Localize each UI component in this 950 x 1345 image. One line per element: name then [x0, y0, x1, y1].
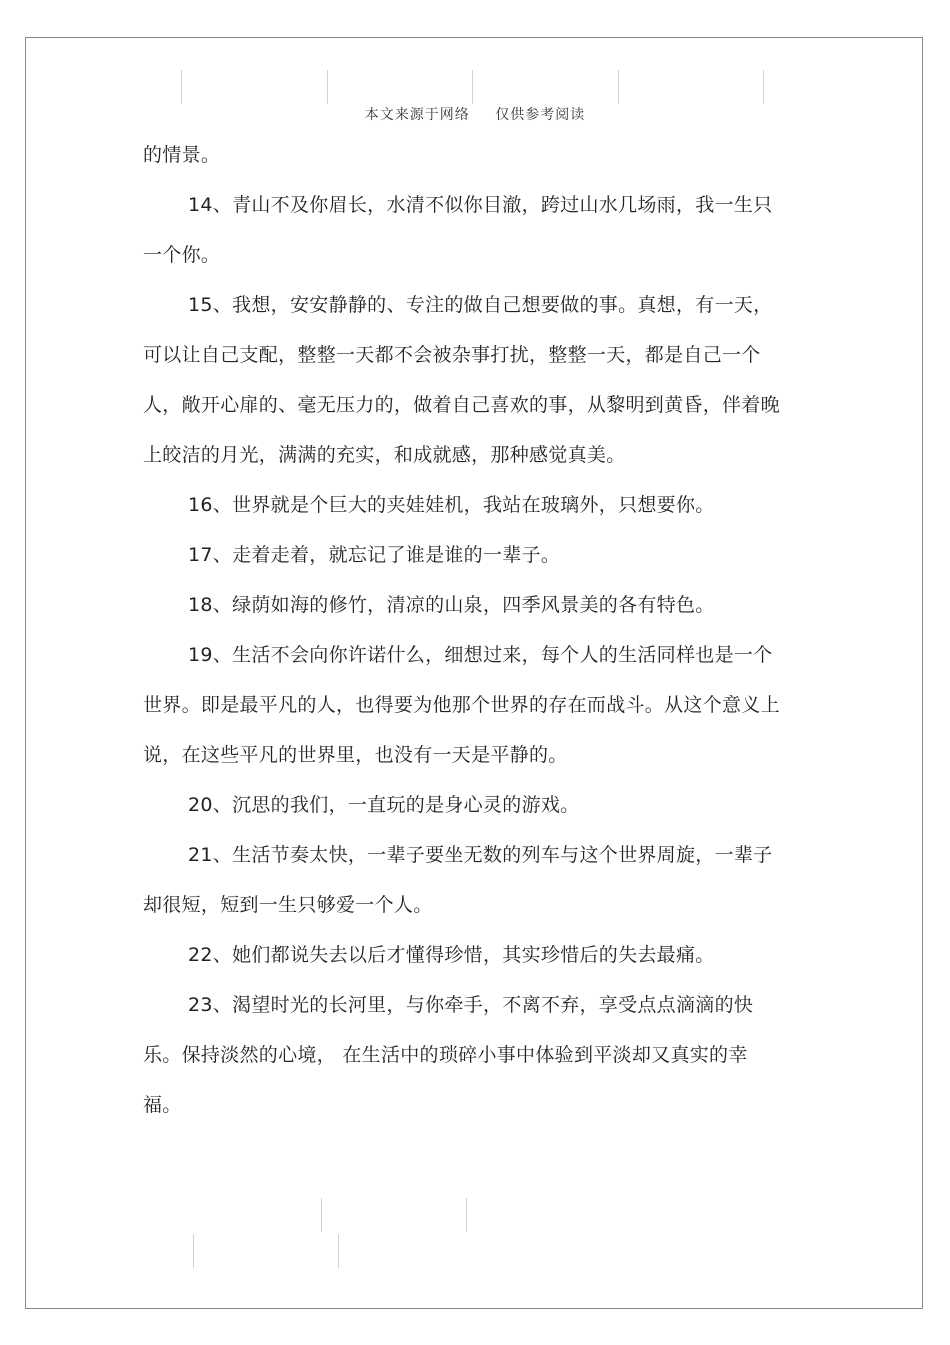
paragraph: 23、渴望时光的长河里，与你牵手，不离不弃，享受点点滴滴的快乐。保持淡然的心境， 在生活中的琐碎小事中体验到平淡却又真实的幸福。 [143, 994, 754, 1116]
paragraph: 的情景。 [143, 144, 221, 166]
paragraph: 15、我想，安安静静的、专注的做自己想要做的事。真想，有一天，可以让自己支配，整整一天都不会被杂事打扰，整整一天，都是自己一个人，敞开心扉的、毫无压力的，做着自己喜欢的事，从黎明到黄昏，伴着晚上皎洁的月光，满满的充实，和成就感，那种感觉真美。 [143, 294, 780, 466]
paragraph: 20、沉思的我们，一直玩的是身心灵的游戏。 [188, 794, 580, 816]
footer-rule [466, 1198, 467, 1232]
paragraph: 17、走着走着，就忘记了谁是谁的一辈子。 [188, 544, 561, 566]
header-rule [763, 70, 764, 104]
source-note-right: 仅供参考阅读 [495, 107, 586, 123]
source-note-left: 本文来源于网络 [364, 107, 470, 123]
paragraph: 18、绿荫如海的修竹，清凉的山泉，四季风景美的各有特色。 [188, 594, 715, 616]
header-rule [618, 70, 619, 104]
article-body [143, 130, 783, 1130]
header-rule [181, 70, 182, 104]
footer-rule [338, 1234, 339, 1268]
source-note [0, 104, 950, 124]
footer-rule [193, 1234, 194, 1268]
header-rule [327, 70, 328, 104]
paragraph: 21、生活节奏太快，一辈子要坐无数的列车与这个世界周旋，一辈子却很短，短到一生只够爱一个人。 [143, 844, 773, 916]
paragraph: 22、她们都说失去以后才懂得珍惜，其实珍惜后的失去最痛。 [188, 944, 715, 966]
footer-rule [321, 1198, 322, 1232]
header-rule [472, 70, 473, 104]
paragraph: 14、青山不及你眉长，水清不似你目澈，跨过山水几场雨，我一生只一个你。 [143, 194, 773, 266]
paragraph: 16、世界就是个巨大的夹娃娃机，我站在玻璃外，只想要你。 [188, 494, 715, 516]
paragraph: 19、生活不会向你许诺什么，细想过来，每个人的生活同样也是一个世界。即是最平凡的人，也得要为他那个世界的存在而战斗。从这个意义上说，在这些平凡的世界里，也没有一天是平静的。 [143, 644, 780, 766]
